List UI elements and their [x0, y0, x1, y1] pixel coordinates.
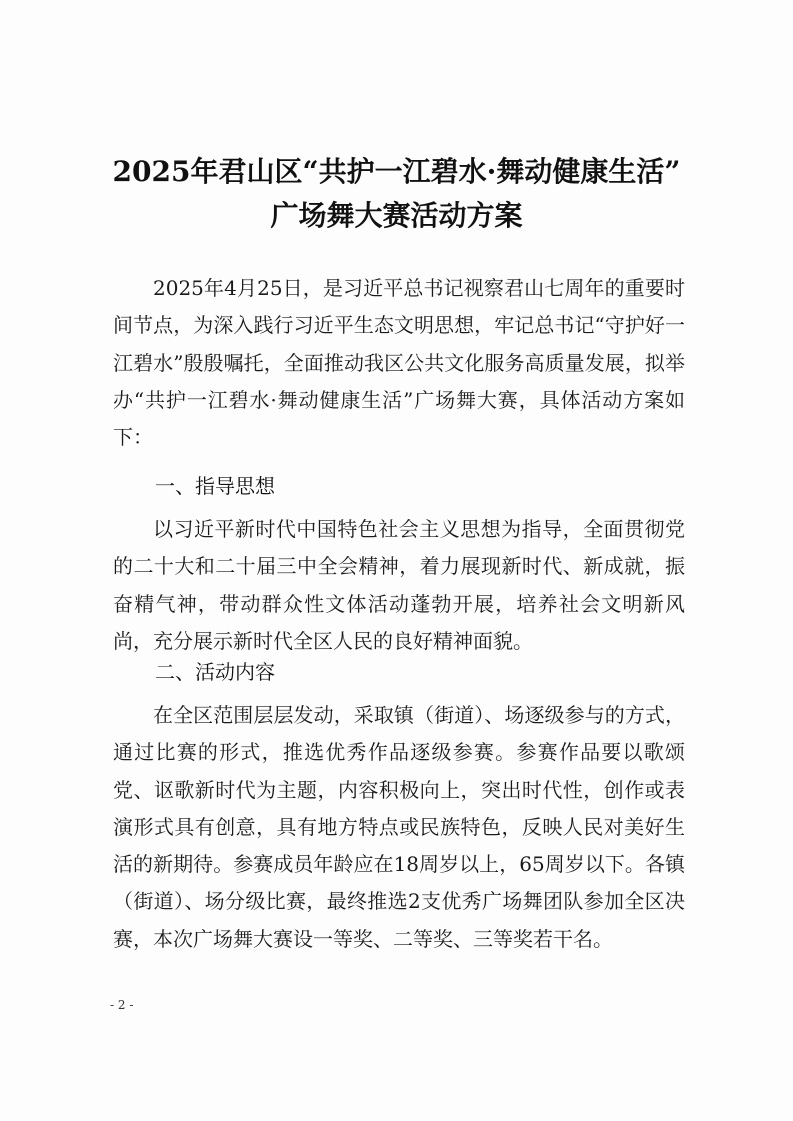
- section-heading-activity-content: 二、活动内容: [155, 660, 275, 684]
- section-heading-guiding-thought: 一、指导思想: [155, 474, 275, 498]
- page-number: - 2 -: [110, 998, 134, 1012]
- section-body-guiding-thought: 以习近平新时代中国特色社会主义思想为指导，全面贯彻党的二十大和二十届三中全会精神，着力展现新时代、新成就，振奋精气神，带动群众性文体活动蓬勃开展，培养社会文明新风尚，充分展示新时代全区人民的良好精神面貌。: [113, 517, 685, 653]
- document-title-line-2: 广场舞大赛活动方案: [270, 199, 523, 232]
- document-title-line-1: 2025年君山区“共护一江碧水·舞动健康生活”: [112, 155, 681, 188]
- section-body-activity-content: 在全区范围层层发动，采取镇（街道）、场逐级参与的方式，通过比赛的形式，推选优秀作品逐级参赛。参赛作品要以歌颂党、讴歌新时代为主题，内容积极向上，突出时代性，创作或表演形式具有创意，具有地方特点或民族特色，反映人民对美好生活的新期待。参赛成员年龄应在18周岁以上，65周岁以下。各镇（街道）、场分级比赛，最终推选2支优秀广场舞团队参加全区决赛，本次广场舞大赛设一等奖、二等奖、三等奖若干名。: [113, 703, 685, 951]
- intro-paragraph: 2025年4月25日，是习近平总书记视察君山七周年的重要时间节点，为深入践行习近平生态文明思想，牢记总书记“守护好一江碧水”殷殷嘱托，全面推动我区公共文化服务高质量发展，拟举办“共护一江碧水·舞动健康生活”广场舞大赛，具体活动方案如下：: [113, 276, 685, 450]
